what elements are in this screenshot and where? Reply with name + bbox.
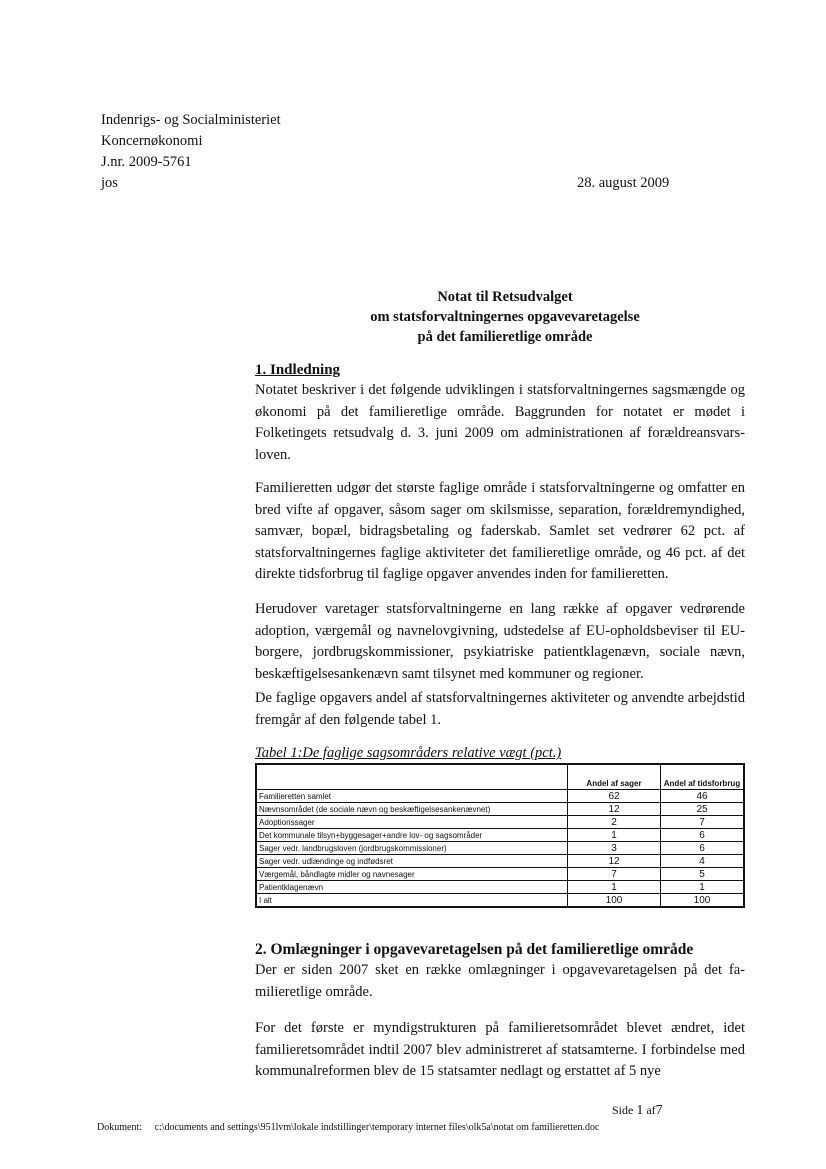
section2-paragraph: Der er siden 2007 sket en række omlægninger i opgavevaretagelsen på det familieretlige område. (255, 962, 745, 1000)
ministry-name: Indenrigs- og Socialministeriet (101, 112, 281, 128)
memo-title-line1: Notat til Retsudvalget (437, 289, 573, 305)
memo-title-line3: på det familieretlige område (417, 329, 593, 345)
table1-block (255, 744, 745, 908)
row-share-of-cases: 12 (568, 803, 661, 816)
section1-heading: 1. Indledning (255, 362, 341, 378)
row-label: I alt (256, 894, 568, 908)
row-share-of-cases: 1 (568, 881, 661, 894)
table-body (256, 790, 744, 908)
memo-title-line2: om statsforvaltningernes opgavevaretagelse (370, 309, 640, 325)
author-initials: jos (101, 175, 118, 191)
section2-paragraph: For det første er myndigstrukturen på familieretsområdet blevet ændret, idet familieretsområdet indtil 2007 blev administreret af statsamterne. I forbindelse med kommunalreformen blev de 15 statsamter nedlagt og erstattet af 5 nye (255, 1020, 745, 1079)
row-label: Adoptionssager (256, 816, 568, 829)
page-of-label: af (646, 1103, 656, 1117)
row-share-of-cases: 1 (568, 829, 661, 842)
table-header-blank (256, 764, 568, 790)
section1-paragraph: Familieretten udgør det største faglige område i statsforvaltningerne og omfatter en bred vifte af opgaver, såsom sager om skilsmisse, separation, forældremyndighed, samvær, bopæl, bidragsbetaling og faderskab. Samlet set vedrører 62 pct. af statsforvaltningernes faglige aktiviteter det familieretlige område, og 46 pct. af det direkte tidsforbrug til faglige opgaver anvendes inden for familieretten. (255, 480, 745, 582)
page-label: Side (612, 1103, 634, 1117)
page-number: 1 (636, 1103, 644, 1118)
table1-caption: Tabel 1:De faglige sagsområders relative vægt (pct.) (255, 745, 562, 761)
section2-paragraph-2-wrap (255, 1018, 745, 1083)
relative-weight-table (255, 763, 745, 908)
document-date: 28. august 2009 (577, 175, 670, 191)
row-share-of-time: 1 (661, 881, 745, 894)
section-restructuring (255, 940, 745, 1003)
row-share-of-time: 100 (661, 894, 745, 908)
document-path: c:\documents and settings\951lvm\lokale indstillinger\temporary internet files\olk5a\notat om familieretten.doc (154, 1122, 600, 1133)
row-share-of-time: 4 (661, 855, 745, 868)
row-label: Patientklagenævn (256, 881, 568, 894)
row-share-of-time: 25 (661, 803, 745, 816)
row-share-of-time: 7 (661, 816, 745, 829)
page-total: 7 (655, 1103, 663, 1118)
header-share-of-time: Andel af tidsforbrug (661, 764, 745, 790)
table-row (256, 855, 744, 868)
document-path-line (97, 1122, 599, 1133)
section1-paragraph-4-wrap (255, 688, 745, 731)
table-row (256, 803, 744, 816)
table-row (256, 829, 744, 842)
row-share-of-cases: 2 (568, 816, 661, 829)
table-row (256, 842, 744, 855)
section1-paragraph-2-wrap (255, 478, 745, 586)
table-row (256, 894, 744, 908)
row-share-of-time: 5 (661, 868, 745, 881)
table-header-row (256, 764, 744, 790)
row-label: Sager vedr. landbrugsloven (jordbrugskommissioner) (256, 842, 568, 855)
table-row (256, 881, 744, 894)
row-share-of-cases: 7 (568, 868, 661, 881)
page-indicator (612, 1103, 663, 1119)
row-share-of-time: 46 (661, 790, 745, 803)
section2-heading: 2. Omlægninger i opgavevaretagelsen på det familieretlige område (255, 941, 694, 958)
section1-paragraph: De faglige opgavers andel af statsforvaltningernes aktiviteter og anvendte arbejdstid fremgår af den følgende tabel 1. (255, 690, 745, 728)
table-row (256, 868, 744, 881)
row-share-of-cases: 3 (568, 842, 661, 855)
table-row (256, 816, 744, 829)
department-name: Koncernøkonomi (101, 133, 203, 149)
document-label: Dokument: (97, 1122, 142, 1133)
section1-paragraph-3-wrap (255, 599, 745, 685)
row-share-of-cases: 100 (568, 894, 661, 908)
section-introduction (255, 360, 745, 466)
row-share-of-cases: 62 (568, 790, 661, 803)
table-row (256, 790, 744, 803)
row-label: Nævnsområdet (de sociale nævn og beskæftigelsesankenævnet) (256, 803, 568, 816)
row-share-of-cases: 12 (568, 855, 661, 868)
header-share-of-cases: Andel af sager (568, 764, 661, 790)
section1-paragraph: Herudover varetager statsforvaltningerne en lang række af opgaver vedrørende adoption, værgemål og navnelovgivning, udstedelse af EU-opholdsbeviser til EU-borgere, jordbrugskommissioner, psykiatriske patientklagenævn, sociale nævn, beskæftigelsesankenævn samt tilsynet med kommuner og regioner. (255, 601, 745, 682)
row-share-of-time: 6 (661, 842, 745, 855)
row-label: Sager vedr. udlændinge og indfødsret (256, 855, 568, 868)
section1-paragraph: Notatet beskriver i det følgende udviklingen i statsforvaltningernes sagsmængde og økonomi på det familieretlige område. Baggrunden for notatet er mødet i Folketingets retsudvalg d. 3. juni 2009 om administrationen af forældreansvarsloven. (255, 382, 745, 463)
row-label: Værgemål, båndlagte midler og navnesager (256, 868, 568, 881)
row-label: Det kommunale tilsyn+byggesager+andre lov- og sagsområder (256, 829, 568, 842)
row-label: Familieretten samlet (256, 790, 568, 803)
journal-number: J.nr. 2009-5761 (101, 154, 192, 170)
row-share-of-time: 6 (661, 829, 745, 842)
